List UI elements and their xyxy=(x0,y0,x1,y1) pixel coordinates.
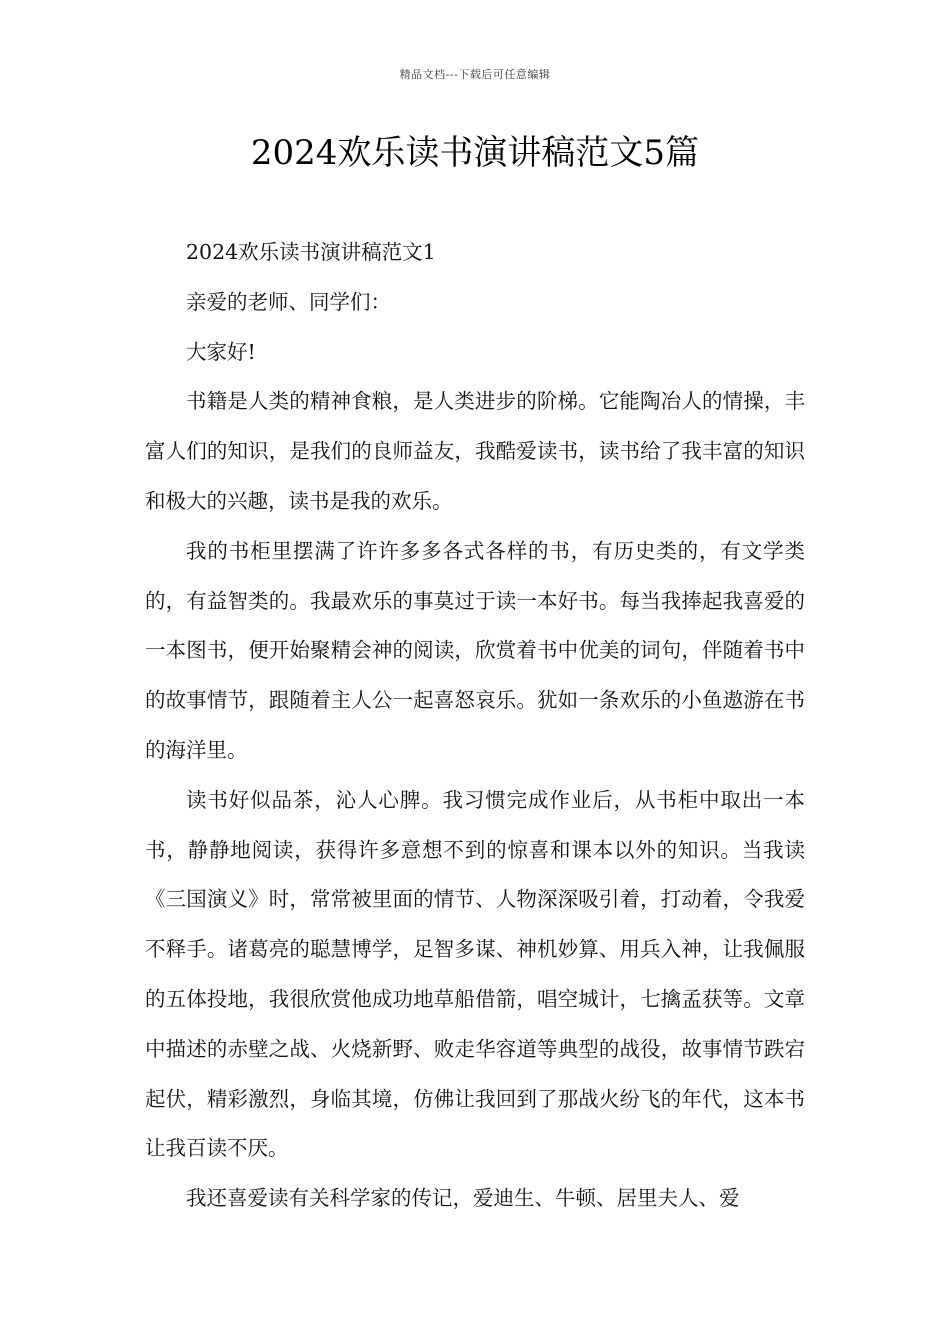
paragraph: 我的书柜里摆满了许许多多各式各样的书，有历史类的，有文学类的，有益智类的。我最欢乐的事莫过于读一本好书。每当我捧起我喜爱的一本图书，便开始聚精会神的阅读，欣赏着书中优美的词句，伴随着书中的故事情节，跟随着主人公一起喜怒哀乐。犹如一条欢乐的小鱼遨游在书的海洋里。 xyxy=(145,538,805,762)
paragraph: 书籍是人类的精神食粮，是人类进步的阶梯。它能陶冶人的情操，丰富人们的知识，是我们的良师益友，我酷爱读书，读书给了我丰富的知识和极大的兴趣，读书是我的欢乐。 xyxy=(145,389,805,513)
document-body xyxy=(145,228,805,1224)
paragraph-subtitle: 2024欢乐读书演讲稿范文1 xyxy=(186,240,436,264)
paragraph-salutation: 亲爱的老师、同学们： xyxy=(186,289,391,314)
paragraph: 我还喜爱读有关科学家的传记，爱迪生、牛顿、居里夫人、爱 xyxy=(186,1186,740,1211)
header-note: 精品文档---下载后可任意编辑 xyxy=(399,68,551,81)
paragraph-greeting: 大家好! xyxy=(186,339,256,364)
document-title: 2024欢乐读书演讲稿范文5篇 xyxy=(250,133,700,173)
paragraph: 读书好似品茶，沁人心脾。我习惯完成作业后，从书柜中取出一本书，静静地阅读，获得许多意想不到的惊喜和课本以外的知识。当我读《三国演义》时，常常被里面的情节、人物深深吸引着，打动着，令我爱不释手。诸葛亮的聪慧博学，足智多谋、神机妙算、用兵入神，让我佩服的五体投地，我很欣赏他成功地草船借箭，唱空城计，七擒孟获等。文章中描述的赤壁之战、火烧新野、败走华容道等典型的战役，故事情节跌宕起伏，精彩激烈，身临其境，仿佛让我回到了那战火纷飞的年代，这本书让我百读不厌。 xyxy=(145,787,805,1161)
